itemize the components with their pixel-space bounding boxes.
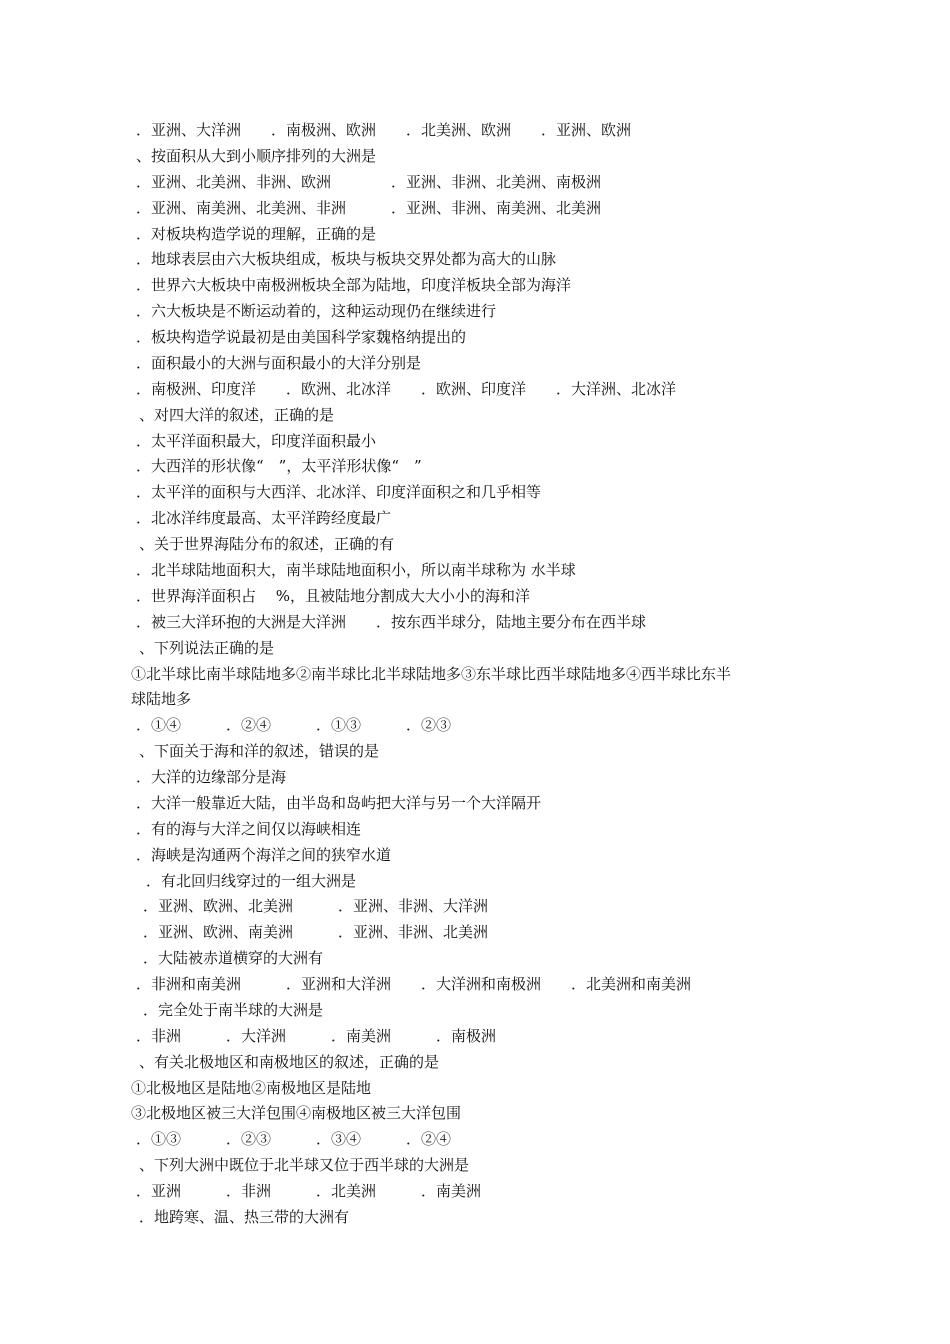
text-line: ．有的海与大洋之间仅以海峡相连: [136, 819, 362, 838]
text-line: ．对板块构造学说的理解，正确的是: [136, 224, 377, 243]
text-line: ．大洋的边缘部分是海: [136, 768, 287, 786]
text-line: ．①③ ．②③ ．③④ ．②④: [136, 1130, 452, 1149]
text-line: ．亚洲 ．非洲 ．北美洲 ．南美洲: [136, 1182, 482, 1201]
text-line: ．有北回归线穿过的一组大洲是: [146, 871, 357, 890]
text-line: ．非洲 ．大洋洲 ．南美洲 ．南极洲: [136, 1026, 497, 1045]
text-line: ．南极洲、印度洋 ．欧洲、北冰洋 ．欧洲、印度洋 ．大洋洲、北冰洋: [136, 379, 677, 398]
text-line: 、下列说法正确的是: [139, 638, 275, 657]
text-line: 、下面关于海和洋的叙述，错误的是: [139, 742, 380, 761]
text-line: ．大陆被赤道横穿的大洲有: [143, 949, 324, 968]
text-line: ．大西洋的形状像“ ”，太平洋形状像“ ”: [136, 457, 422, 476]
text-line: ．非洲和南美洲 ．亚洲和大洋洲 ．大洋洲和南极洲 ．北美洲和南美洲: [136, 975, 692, 993]
text-line: 、下列大洲中既位于北半球又位于西半球的大洲是: [139, 1156, 470, 1175]
text-line: ．亚洲、欧洲、南美洲 ．亚洲、非洲、北美洲: [143, 923, 489, 942]
text-line: ．大洋一般靠近大陆，由半岛和岛屿把大洋与另一个大洋隔开: [136, 793, 542, 812]
text-line: 球陆地多: [131, 690, 192, 709]
text-line: ．海峡是沟通两个海洋之间的狭窄水道: [136, 845, 392, 864]
text-line: ③北极地区被三大洋包围④南极地区被三大洋包围: [131, 1104, 462, 1123]
text-line: 、关于世界海陆分布的叙述，正确的有: [139, 535, 395, 554]
text-line: ．亚洲、大洋洲 ．南极洲、欧洲 ．北美洲、欧洲 ．亚洲、欧洲: [136, 121, 632, 139]
text-line: 、对四大洋的叙述，正确的是: [139, 405, 335, 424]
text-line: ．地球表层由六大板块组成，板块与板块交界处都为高大的山脉: [136, 250, 557, 269]
text-line: ．地跨寒、温、热三带的大洲有: [139, 1208, 350, 1226]
text-line: ．面积最小的大洲与面积最小的大洋分别是: [136, 353, 422, 372]
text-line: 、有关北极地区和南极地区的叙述，正确的是: [139, 1052, 440, 1071]
text-line: ．亚洲、欧洲、北美洲 ．亚洲、非洲、大洋洲: [143, 897, 489, 916]
text-line: ．北半球陆地面积大，南半球陆地面积小，所以南半球称为 水半球: [136, 561, 576, 579]
text-line: ①北半球比南半球陆地多②南半球比北半球陆地多③东半球比西半球陆地多④西半球比东半: [131, 664, 732, 683]
text-line: ．亚洲、北美洲、非洲、欧洲 ．亚洲、非洲、北美洲、南极洲: [136, 172, 602, 191]
text-line: ．太平洋面积最大，印度洋面积最小: [136, 431, 377, 450]
text-line: ．世界六大板块中南极洲板块全部为陆地，印度洋板块全部为海洋: [136, 276, 572, 295]
text-line: ．被三大洋环抱的大洲是大洋洲 ．按东西半球分，陆地主要分布在西半球: [136, 612, 647, 631]
text-line: ．亚洲、南美洲、北美洲、非洲 ．亚洲、非洲、南美洲、北美洲: [136, 198, 602, 217]
text-line: ．世界海洋面积占 %，且被陆地分割成大大小小的海和洋: [136, 586, 531, 605]
text-line: ．六大板块是不断运动着的，这种运动现仍在继续进行: [136, 302, 497, 321]
text-line: ．太平洋的面积与大西洋、北冰洋、印度洋面积之和几乎相等: [136, 483, 542, 502]
text-line: ．板块构造学说最初是由美国科学家魏格纳提出的: [136, 328, 467, 346]
text-line: ．完全处于南半球的大洲是: [143, 1000, 324, 1019]
text-line: 、按面积从大到小顺序排列的大洲是: [136, 146, 377, 165]
text-line: ．①④ ．②④ ．①③ ．②③: [136, 716, 452, 735]
text-line: ①北极地区是陆地②南极地区是陆地: [131, 1078, 372, 1097]
text-line: ．北冰洋纬度最高、太平洋跨经度最广: [136, 509, 392, 528]
